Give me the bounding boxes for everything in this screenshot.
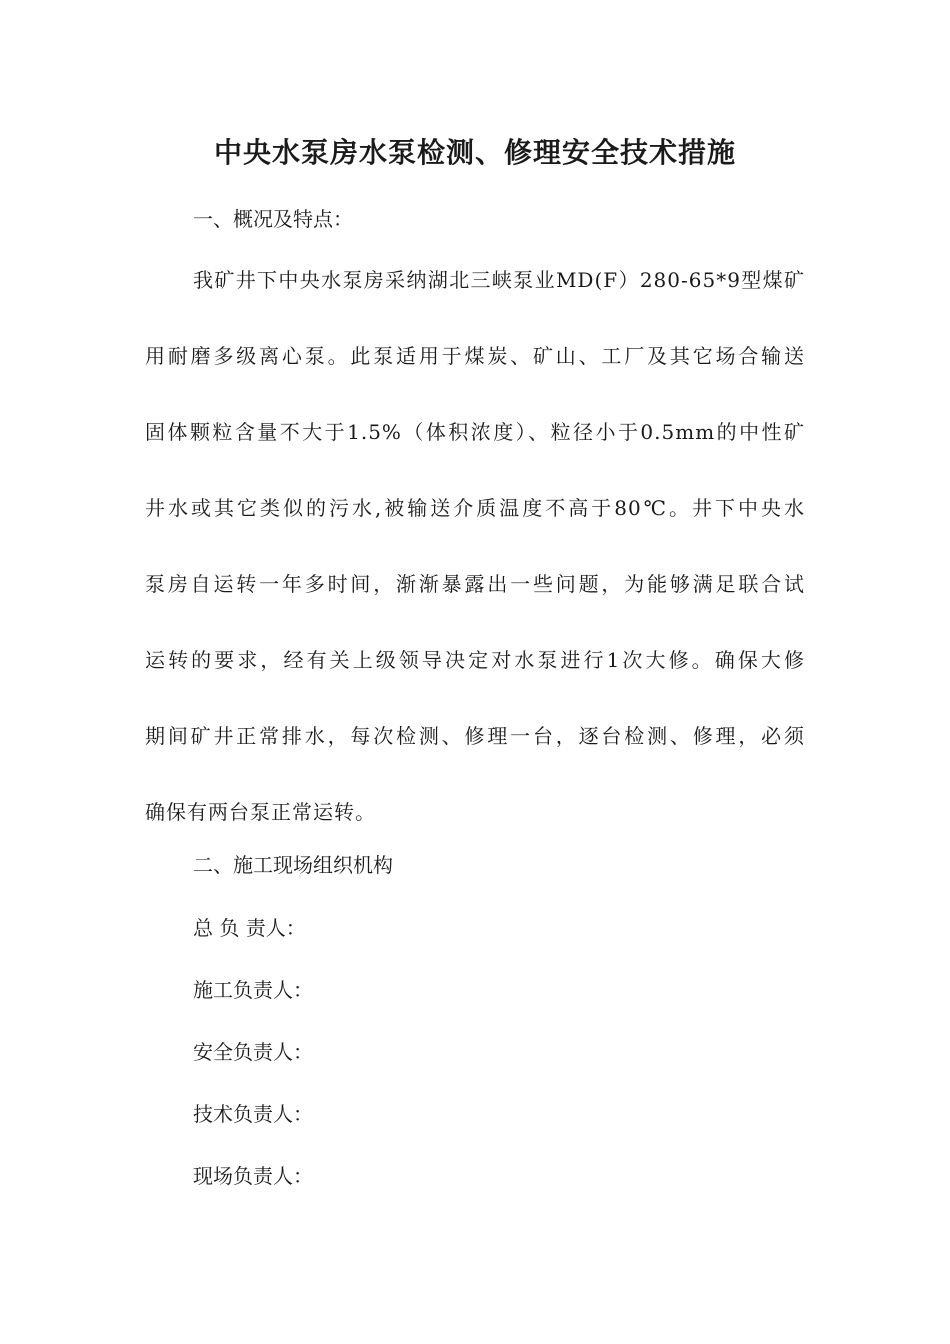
role-general-manager: 总 负 责人： xyxy=(193,916,306,940)
paragraph-line: 运转的要求，经有关上级领导决定对水泵进行1次大修。确保大修 xyxy=(145,648,805,672)
section-1-heading: 一、概况及特点： xyxy=(193,207,353,231)
document-title: 中央水泵房水泵检测、修理安全技术措施 xyxy=(213,136,736,169)
paragraph-line: 期间矿井正常排水，每次检测、修理一台，逐台检测、修理，必须 xyxy=(145,724,805,748)
section-1-paragraph xyxy=(145,262,805,870)
role-construction-manager: 施工负责人： xyxy=(193,978,313,1002)
role-safety-manager: 安全负责人： xyxy=(193,1040,313,1064)
paragraph-line: 泵房自运转一年多时间，渐渐暴露出一些问题，为能够满足联合试 xyxy=(145,572,805,596)
role-site-manager: 现场负责人： xyxy=(193,1164,313,1188)
paragraph-line: 固体颗粒含量不大于1.5%（体积浓度）、粒径小于0.5mm的中性矿 xyxy=(145,420,805,444)
paragraph-line: 我矿井下中央水泵房采纳湖北三峡泵业MD(F）280-65*9型煤矿 xyxy=(193,268,805,292)
section-2-heading: 二、施工现场组织机构 xyxy=(193,853,393,877)
paragraph-line: 确保有两台泵正常运转。 xyxy=(145,800,376,824)
paragraph-line: 用耐磨多级离心泵。此泵适用于煤炭、矿山、工厂及其它场合输送 xyxy=(145,344,805,368)
role-technical-manager: 技术负责人： xyxy=(193,1102,313,1126)
paragraph-line: 井水或其它类似的污水,被输送介质温度不高于80℃。井下中央水 xyxy=(145,496,805,520)
